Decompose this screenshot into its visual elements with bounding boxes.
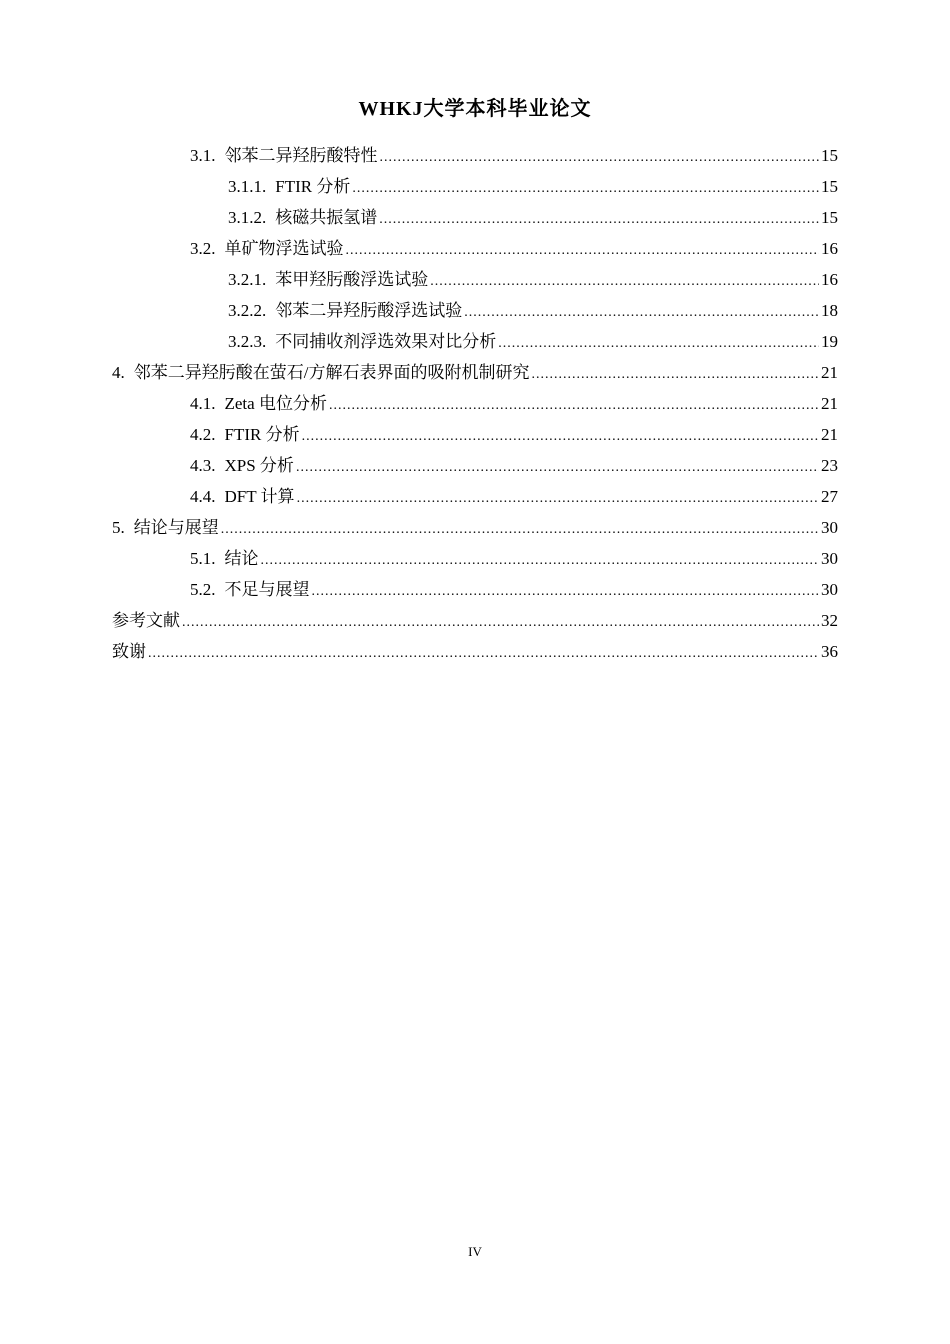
- toc-entry[interactable]: [112, 326, 838, 357]
- toc-entry-title: 不足与展望: [224, 580, 310, 599]
- toc-entry-number: 3.2.: [190, 239, 216, 258]
- toc-entry-page: 16: [821, 239, 838, 258]
- toc-entry[interactable]: [112, 202, 838, 233]
- toc-entry-number: 5.1.: [190, 549, 216, 568]
- toc-dot-leader: [346, 235, 820, 266]
- toc-entry[interactable]: [112, 171, 838, 202]
- toc-entry[interactable]: [112, 512, 838, 543]
- toc-entry-number: 3.1.2.: [228, 208, 267, 227]
- toc-entry[interactable]: [112, 481, 838, 512]
- toc-entry[interactable]: [112, 605, 838, 636]
- toc-entry-page: 23: [821, 456, 838, 475]
- toc-entry[interactable]: [112, 574, 838, 605]
- toc-entry-number: 5.2.: [190, 580, 216, 599]
- toc-entry-title: FTIR 分析: [224, 425, 300, 444]
- toc-entry-title: 单矿物浮选试验: [224, 239, 344, 258]
- toc-entry-title: XPS 分析: [224, 456, 294, 475]
- toc-entry-page: 19: [821, 332, 838, 351]
- toc-dot-leader: [182, 607, 819, 638]
- toc-entry-number: 3.2.1.: [228, 270, 267, 289]
- toc-dot-leader: [430, 266, 819, 297]
- toc-entry-page: 30: [821, 518, 838, 537]
- toc-entry-page: 21: [821, 363, 838, 382]
- toc-entry[interactable]: [112, 388, 838, 419]
- toc-entry[interactable]: [112, 264, 838, 295]
- toc-entry-title: 致谢: [112, 642, 146, 661]
- toc-dot-leader: [148, 638, 819, 669]
- toc-entry-number: 4.2.: [190, 425, 216, 444]
- toc-dot-leader: [464, 297, 819, 328]
- toc-entry-number: 4.1.: [190, 394, 216, 413]
- toc-entry-number: 3.1.1.: [228, 177, 267, 196]
- toc-dot-leader: [531, 359, 819, 390]
- toc-entry-title: 邻苯二异羟肟酸浮选试验: [275, 301, 463, 320]
- toc-entry-title: Zeta 电位分析: [224, 394, 327, 413]
- toc-entry-number: 3.2.3.: [228, 332, 267, 351]
- toc-dot-leader: [296, 452, 819, 483]
- toc-entry-page: 27: [821, 487, 838, 506]
- toc-entry[interactable]: [112, 140, 838, 171]
- toc-entry[interactable]: [112, 419, 838, 450]
- toc-entry-page: 18: [821, 301, 838, 320]
- toc-entry[interactable]: [112, 636, 838, 667]
- toc-entry-title: 结论与展望: [133, 518, 219, 537]
- toc-entry[interactable]: [112, 295, 838, 326]
- toc-entry-page: 15: [821, 208, 838, 227]
- toc-dot-leader: [302, 421, 819, 452]
- toc-entry[interactable]: [112, 543, 838, 574]
- toc-dot-leader: [297, 483, 819, 514]
- toc-entry-page: 21: [821, 425, 838, 444]
- toc-entry-title: 参考文献: [112, 611, 180, 630]
- page-number: IV: [468, 1244, 482, 1259]
- toc-dot-leader: [329, 390, 819, 421]
- toc-dot-leader: [352, 173, 819, 204]
- toc-entry[interactable]: [112, 233, 838, 264]
- toc-dot-leader: [380, 142, 820, 173]
- toc-entry[interactable]: [112, 357, 838, 388]
- toc-entry-number: 4.3.: [190, 456, 216, 475]
- toc-entry-title: 不同捕收剂浮选效果对比分析: [275, 332, 497, 351]
- toc-entry-number: 3.2.2.: [228, 301, 267, 320]
- toc-entry-title: FTIR 分析: [275, 177, 351, 196]
- toc-entry-page: 15: [821, 177, 838, 196]
- toc-entry[interactable]: [112, 450, 838, 481]
- toc-entry-number: 4.4.: [190, 487, 216, 506]
- running-header: WHKJ大学本科毕业论文: [358, 98, 592, 120]
- toc-dot-leader: [498, 328, 819, 359]
- toc-entry-title: DFT 计算: [224, 487, 295, 506]
- toc-entry-title: 邻苯二异羟肟酸特性: [224, 146, 378, 165]
- toc-entry-number: 5.: [112, 518, 125, 537]
- toc-dot-leader: [261, 545, 820, 576]
- toc-entry-title: 核磁共振氢谱: [275, 208, 378, 227]
- toc-entry-page: 21: [821, 394, 838, 413]
- table-of-contents: [112, 140, 838, 667]
- toc-entry-title: 结论: [224, 549, 259, 568]
- toc-entry-number: 4.: [112, 363, 125, 382]
- toc-entry-page: 32: [821, 611, 838, 630]
- toc-entry-title: 邻苯二异羟肟酸在萤石/方解石表界面的吸附机制研究: [133, 363, 530, 382]
- toc-entry-page: 30: [821, 549, 838, 568]
- toc-entry-page: 30: [821, 580, 838, 599]
- toc-dot-leader: [312, 576, 820, 607]
- toc-entry-title: 苯甲羟肟酸浮选试验: [275, 270, 429, 289]
- toc-entry-number: 3.1.: [190, 146, 216, 165]
- toc-entry-page: 16: [821, 270, 838, 289]
- toc-dot-leader: [379, 204, 819, 235]
- toc-dot-leader: [221, 514, 819, 545]
- toc-entry-page: 15: [821, 146, 838, 165]
- toc-entry-page: 36: [821, 642, 838, 661]
